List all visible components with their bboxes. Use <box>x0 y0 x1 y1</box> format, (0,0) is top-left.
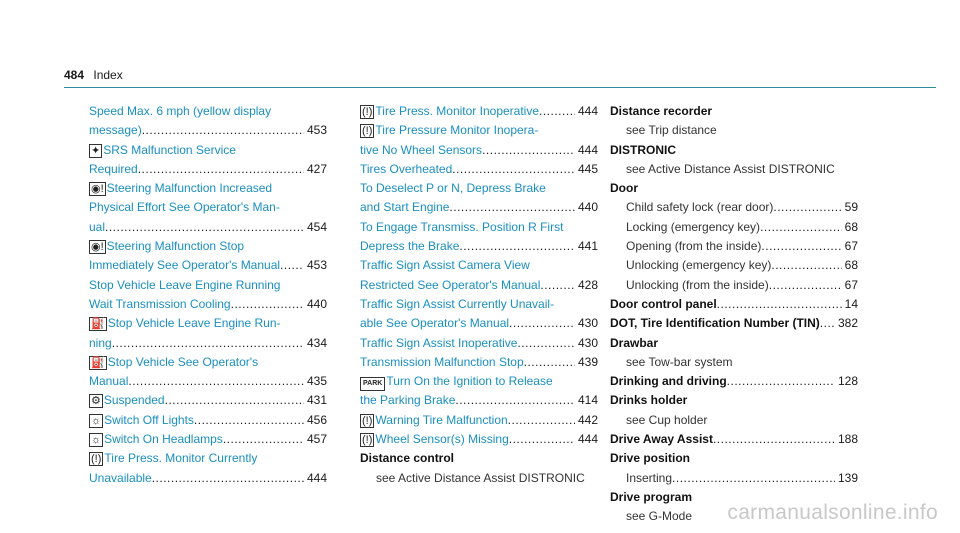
index-entry[interactable] <box>89 449 327 468</box>
leader-dots <box>231 295 304 314</box>
index-entry[interactable] <box>360 237 598 256</box>
index-heading <box>610 179 858 198</box>
entry-label: Traffic Sign Assist Inoperative <box>360 335 518 350</box>
index-entry[interactable] <box>89 469 327 488</box>
entry-text <box>89 121 142 140</box>
entry-label: Stop Vehicle Leave Engine Run- <box>107 316 281 331</box>
leader-dots <box>138 160 304 179</box>
index-entry[interactable] <box>89 218 327 237</box>
entry-label: Drinks holder <box>610 393 688 408</box>
entry-label: message) <box>89 123 142 138</box>
tire-pressure-icon: (!) <box>362 106 373 118</box>
entry-text <box>89 391 165 410</box>
index-column-3 <box>610 102 858 527</box>
index-heading <box>610 391 858 410</box>
page-reference: 435 <box>306 374 327 389</box>
entry-text <box>610 391 687 410</box>
entry-label: Tire Press. Monitor Inoperative <box>375 104 540 118</box>
leader-dots <box>508 411 575 430</box>
entry-text <box>360 102 539 121</box>
leader-dots <box>509 430 575 449</box>
entry-text <box>89 198 280 217</box>
entry-label: Distance control <box>360 451 455 466</box>
page-reference: 456 <box>306 412 327 427</box>
entry-text <box>610 488 692 507</box>
page-reference: 444 <box>577 142 598 157</box>
index-entry[interactable] <box>360 276 598 295</box>
page-reference: 67 <box>844 277 858 292</box>
index-entry[interactable] <box>89 314 327 333</box>
page-reference: 382 <box>837 316 858 331</box>
leader-dots <box>459 237 575 256</box>
leader-dots <box>105 218 304 237</box>
entry-label: DISTRONIC <box>610 142 676 157</box>
leader-dots <box>761 237 841 256</box>
entry-text <box>360 430 509 449</box>
entry-text <box>89 237 244 256</box>
index-subentry <box>610 469 858 488</box>
page-reference: 444 <box>577 432 598 447</box>
page-reference: 444 <box>306 470 327 485</box>
index-entry[interactable] <box>89 179 327 198</box>
index-subentry <box>610 121 858 140</box>
page-reference: 441 <box>577 239 598 254</box>
entry-label: Drive program <box>610 489 693 504</box>
entry-label: Restricted See Operator's Manual <box>360 277 541 292</box>
entry-label: Opening (from the inside) <box>626 239 762 254</box>
entry-label: Transmission Malfunction Stop <box>360 354 524 369</box>
index-entry[interactable] <box>89 295 327 314</box>
entry-label: Stop Vehicle Leave Engine Running <box>89 277 281 292</box>
index-entry[interactable] <box>89 353 327 372</box>
entry-label: Wait Transmission Cooling <box>89 296 231 311</box>
index-entry[interactable] <box>360 141 598 160</box>
index-subentry <box>610 160 858 179</box>
index-heading <box>360 449 598 468</box>
entry-label: Required <box>89 161 138 176</box>
header-rule <box>64 87 936 88</box>
page-reference: 67 <box>844 239 858 254</box>
page-reference: 427 <box>306 161 327 176</box>
entry-text <box>610 160 835 179</box>
page-reference: 139 <box>837 470 858 485</box>
entry-text <box>89 276 280 295</box>
leader-dots <box>771 256 841 275</box>
leader-dots <box>223 430 304 449</box>
index-entry[interactable] <box>360 314 598 333</box>
entry-label: Tires Overheated <box>360 161 453 176</box>
leader-dots <box>165 391 304 410</box>
entry-text <box>89 256 280 275</box>
entry-label: see Active Distance Assist DISTRONIC <box>376 470 585 485</box>
leader-dots <box>142 121 304 140</box>
leader-dots <box>128 372 304 391</box>
index-subentry <box>610 411 858 430</box>
index-entry[interactable] <box>89 121 327 140</box>
index-heading <box>610 449 858 468</box>
index-entry[interactable] <box>360 391 598 410</box>
index-entry[interactable] <box>89 430 327 449</box>
entry-label: and Start Engine <box>360 200 450 215</box>
headlamp-icon: ☼ <box>91 434 102 447</box>
entry-text <box>360 314 509 333</box>
entry-label: Steering Malfunction Stop <box>106 239 245 254</box>
page-reference: 453 <box>306 123 327 138</box>
entry-text <box>89 334 112 353</box>
page-reference: 457 <box>306 432 327 447</box>
entry-text <box>610 218 760 237</box>
index-entry[interactable] <box>89 276 327 295</box>
entry-label: see Trip distance <box>626 123 717 138</box>
index-heading <box>610 372 858 391</box>
entry-label: Door control panel <box>610 296 717 311</box>
page-reference: 444 <box>577 104 598 118</box>
entry-text <box>89 353 258 372</box>
leader-dots <box>194 411 304 430</box>
entry-text <box>89 218 105 237</box>
entry-label: To Deselect P or N, Depress Brake <box>360 181 546 196</box>
entry-label: Physical Effort See Operator's Man- <box>89 200 280 215</box>
leader-dots <box>452 160 575 179</box>
page-reference: 431 <box>306 393 327 408</box>
page-reference: 430 <box>577 335 598 350</box>
index-entry[interactable] <box>360 334 598 353</box>
page-reference: 442 <box>577 412 598 427</box>
leader-dots <box>524 353 575 372</box>
page-reference: 445 <box>577 161 598 176</box>
page-header <box>64 68 123 82</box>
tire-pressure-icon: (!) <box>91 453 102 466</box>
entry-text <box>360 334 517 353</box>
entry-label: Wheel Sensor(s) Missing <box>375 432 509 447</box>
entry-label: Switch On Headlamps <box>104 432 223 447</box>
index-heading <box>610 314 858 333</box>
page-reference: 68 <box>844 219 858 234</box>
page-number: 484 <box>64 68 85 82</box>
entry-label: Tire Pressure Monitor Inopera- <box>375 123 539 138</box>
index-entry[interactable] <box>360 353 598 372</box>
entry-label: Immediately See Operator's Manual <box>89 258 281 273</box>
leader-dots <box>449 198 575 217</box>
entry-label: Door <box>610 181 638 196</box>
steering-warning-icon: ◉! <box>91 183 104 196</box>
index-subentry <box>610 198 858 217</box>
entry-label: tive No Wheel Sensors <box>360 142 483 157</box>
entry-text <box>610 237 761 256</box>
airbag-icon: ✦ <box>91 144 101 157</box>
index-entry[interactable] <box>360 295 598 314</box>
entry-label: see Cup holder <box>626 412 708 427</box>
page-reference: 439 <box>577 354 598 369</box>
index-entry[interactable] <box>360 430 598 449</box>
index-subentry <box>610 353 858 372</box>
entry-text <box>610 295 717 314</box>
entry-text <box>610 353 732 372</box>
entry-label: To Engage Transmiss. Position R First <box>360 219 564 234</box>
entry-text <box>360 391 455 410</box>
entry-text <box>89 411 194 430</box>
leader-dots <box>509 314 575 333</box>
entry-text <box>360 295 554 314</box>
leader-dots <box>773 198 841 217</box>
page-reference: 14 <box>844 296 858 311</box>
entry-label: Speed Max. 6 mph (yellow display <box>89 104 272 118</box>
entry-label: Warning Tire Malfunction <box>375 412 508 427</box>
tire-pressure-icon: (!) <box>362 434 373 447</box>
index-entry[interactable] <box>360 372 598 391</box>
tire-pressure-icon: (!) <box>362 414 373 427</box>
index-entry[interactable] <box>360 256 598 275</box>
entry-label: Manual <box>89 374 129 389</box>
index-subentry <box>610 276 858 295</box>
page-reference: 430 <box>577 316 598 331</box>
index-column-2 <box>360 102 598 488</box>
entry-text <box>360 276 540 295</box>
entry-label: Switch Off Lights <box>104 412 194 427</box>
index-entry[interactable] <box>89 237 327 256</box>
index-entry[interactable] <box>89 198 327 217</box>
leader-dots <box>727 372 835 391</box>
leader-dots <box>769 276 842 295</box>
entry-text <box>360 449 454 468</box>
entry-text <box>360 198 449 217</box>
entry-text <box>610 256 771 275</box>
entry-label: ning <box>89 335 112 350</box>
page-reference: 454 <box>306 219 327 234</box>
entry-label: see G-Mode <box>626 509 693 524</box>
entry-text <box>89 430 223 449</box>
entry-text <box>89 372 128 391</box>
entry-text <box>360 256 530 275</box>
index-entry[interactable] <box>89 160 327 179</box>
leader-dots <box>517 334 575 353</box>
entry-text <box>89 102 271 121</box>
entry-label: Suspended <box>103 393 165 408</box>
entry-text <box>610 449 690 468</box>
entry-label: Unlocking (emergency key) <box>626 258 772 273</box>
entry-label: Drive position <box>610 451 691 466</box>
index-subentry <box>360 469 598 488</box>
index-entry[interactable] <box>360 102 598 121</box>
index-heading <box>610 102 858 121</box>
leader-dots <box>540 276 575 295</box>
entry-text <box>610 179 638 198</box>
leader-dots <box>152 469 304 488</box>
page-reference: 188 <box>837 432 858 447</box>
entry-text <box>610 334 658 353</box>
entry-label: Unavailable <box>89 470 152 485</box>
entry-label: Drinking and driving <box>610 374 727 389</box>
entry-text <box>610 276 769 295</box>
page-reference: 434 <box>306 335 327 350</box>
page-reference: 440 <box>577 200 598 215</box>
entry-text <box>360 160 452 179</box>
leader-dots <box>539 102 575 121</box>
leader-dots <box>455 391 575 410</box>
entry-text <box>610 141 676 160</box>
entry-text <box>89 469 152 488</box>
index-heading <box>610 141 858 160</box>
page-reference: 68 <box>844 258 858 273</box>
headlamp-icon: ☼ <box>91 414 102 427</box>
entry-label: able See Operator's Manual <box>360 316 510 331</box>
entry-text <box>360 411 508 430</box>
index-entry[interactable] <box>360 411 598 430</box>
entry-label: Drive Away Assist <box>610 432 713 447</box>
entry-text <box>360 179 546 198</box>
entry-text <box>360 372 553 391</box>
index-entry[interactable] <box>360 160 598 179</box>
entry-text <box>89 160 138 179</box>
tire-pressure-icon: (!) <box>362 125 373 138</box>
leader-dots <box>482 141 575 160</box>
page-reference: 128 <box>837 374 858 389</box>
entry-label: Steering Malfunction Increased <box>106 181 273 196</box>
index-subentry <box>610 237 858 256</box>
entry-label: SRS Malfunction Service <box>103 142 236 157</box>
entry-label: Traffic Sign Assist Currently Unavail- <box>360 296 555 311</box>
entry-text <box>610 411 707 430</box>
entry-text <box>610 102 712 121</box>
entry-label: Traffic Sign Assist Camera View <box>360 258 530 273</box>
entry-text <box>89 449 257 468</box>
entry-label: Distance recorder <box>610 104 713 118</box>
entry-label: see Tow-bar system <box>626 354 733 369</box>
page-title: Index <box>93 68 123 82</box>
entry-text <box>360 353 524 372</box>
entry-label: Tire Press. Monitor Currently <box>104 451 258 466</box>
entry-label: Inserting <box>626 470 673 485</box>
page-reference: 414 <box>577 393 598 408</box>
index-entry[interactable] <box>89 372 327 391</box>
entry-text <box>360 141 482 160</box>
leader-dots <box>717 295 842 314</box>
entry-label: see Active Distance Assist DISTRONIC <box>626 161 835 176</box>
suspension-icon: ⚙ <box>91 395 101 408</box>
park-icon: PARK <box>360 377 385 391</box>
entry-label: the Parking Brake <box>360 393 456 408</box>
leader-dots <box>760 218 842 237</box>
index-entry[interactable] <box>360 121 598 140</box>
entry-text <box>610 469 672 488</box>
entry-text <box>360 237 459 256</box>
index-heading <box>610 295 858 314</box>
index-subentry <box>610 256 858 275</box>
steering-warning-icon: ◉! <box>91 241 104 254</box>
entry-label: Unlocking (from the inside) <box>626 277 769 292</box>
entry-label: Depress the Brake <box>360 239 460 254</box>
entry-text <box>89 314 281 333</box>
index-heading <box>610 334 858 353</box>
page-reference: 59 <box>844 200 858 215</box>
entry-label: Drawbar <box>610 335 659 350</box>
fuel-pump-icon: ⛽ <box>91 356 105 369</box>
page-reference: 453 <box>306 258 327 273</box>
index-entry[interactable] <box>360 179 598 198</box>
entry-text <box>360 218 563 237</box>
index-heading <box>610 430 858 449</box>
index-subentry <box>610 218 858 237</box>
entry-text <box>610 372 727 391</box>
entry-label: Locking (emergency key) <box>626 219 761 234</box>
entry-text <box>610 121 717 140</box>
index-entry[interactable] <box>89 334 327 353</box>
entry-text <box>610 198 773 217</box>
entry-text <box>610 314 820 333</box>
entry-text <box>89 141 236 160</box>
leader-dots <box>280 256 304 275</box>
entry-text <box>610 507 692 526</box>
entry-label: Turn On the Ignition to Release <box>386 374 553 389</box>
leader-dots <box>672 469 835 488</box>
fuel-pump-icon: ⛽ <box>91 318 105 331</box>
leader-dots <box>713 430 835 449</box>
page-reference: 440 <box>306 296 327 311</box>
leader-dots <box>112 334 304 353</box>
entry-text <box>89 295 231 314</box>
index-entry[interactable] <box>89 411 327 430</box>
index-entry[interactable] <box>89 391 327 410</box>
leader-dots <box>820 314 835 333</box>
watermark: carmanualsonline.info <box>727 501 938 524</box>
index-column-1 <box>89 102 327 488</box>
entry-text <box>610 430 713 449</box>
entry-text <box>89 179 272 198</box>
entry-label: Stop Vehicle See Operator's <box>107 354 259 369</box>
entry-text <box>360 469 585 488</box>
entry-label: DOT, Tire Identification Number (TIN) <box>610 316 820 331</box>
index-entry[interactable] <box>360 218 598 237</box>
index-entry[interactable] <box>89 102 327 121</box>
index-entry[interactable] <box>360 198 598 217</box>
entry-label: ual <box>89 219 106 234</box>
entry-text <box>360 121 538 140</box>
index-entry[interactable] <box>89 256 327 275</box>
index-entry[interactable] <box>89 141 327 160</box>
page-reference: 428 <box>577 277 598 292</box>
entry-label: Child safety lock (rear door) <box>626 200 774 215</box>
